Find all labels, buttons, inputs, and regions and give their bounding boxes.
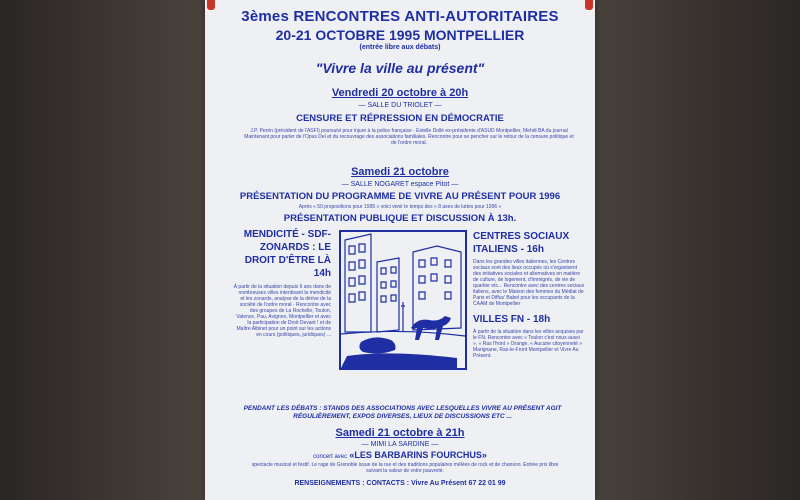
wall-left — [0, 0, 205, 500]
city-illustration — [339, 230, 467, 370]
contact-line: RENSEIGNEMENTS : CONTACTS : Vivre Au Présent 67 22 01 99 — [294, 480, 506, 487]
mendicite-text: À partir de la situation depuis 6 ans dans de nombreuses villes interdisant la mendicité et les zonards, analyse de la dérive de la société de l'ordre moral · Rencontre avec des groupes de La Rochelle, Toulon, Valence, Pau, Avignon, Montpellier et avec la participation de Droit Devant ! et de Maître Albinet pour un point sur les actions en cours (politiques, juridiques) ... — [233, 284, 331, 338]
mendicite-time: 14h — [313, 268, 331, 279]
public-presentation: PRÉSENTATION PUBLIQUE ET DISCUSSION À 13h. — [283, 213, 517, 224]
concert-date: Samedi 21 octobre à 21h — [335, 427, 465, 439]
poster-title: 3èmes RENCONTRES ANTI-AUTORITAIRES — [241, 8, 559, 25]
poster — [205, 0, 595, 500]
concert-prefix: concert avec — [313, 454, 348, 460]
saturday-venue: — SALLE NOGARET espace Pitot — — [341, 181, 459, 188]
slogan: "Vivre la ville au présent" — [315, 60, 485, 76]
program-subtitle: Après « 50 propositions pour 1995 » voici venir le temps des « 8 axes de luttes pour 1996 » — [298, 204, 502, 210]
concert-venue: — MIMI LA SARDINE — — [361, 441, 439, 448]
band-name: «LES BARBARINS FOURCHUS» — [349, 450, 487, 460]
friday-venue: — SALLE DU TRIOLET — — [358, 102, 442, 109]
concert-text: spectacle musical et festif. Le rage de Grenoble issue de la rue et des traditions populaires mêlées de rock et de chanson. Entrée prix libre suivant la valeur de votre pauvreté. — [251, 462, 559, 474]
street-drawing — [341, 232, 465, 368]
left-column — [233, 228, 331, 338]
villes-fn-heading: VILLES FN - 18h — [473, 314, 551, 325]
concert-line — [205, 450, 595, 460]
wall-right — [585, 0, 800, 500]
right-column — [473, 230, 585, 359]
saturday-venue-label: SALLE NOGARET espace Pitot — [350, 181, 450, 188]
during-debates: PENDANT LES DÉBATS : STANDS DES ASSOCIATIONS AVEC LESQUELLES VIVRE AU PRÉSENT AGIT RÉGULIÈREMENT, EXPOS DIVERSES, LIEUX DE DISCUSSIONS ETC ... — [243, 405, 562, 420]
program-title: PRÉSENTATION DU PROGRAMME DE VIVRE AU PRÉSENT POUR 1996 — [239, 191, 561, 202]
friday-text: J.P. Perrin (président de l'ASFI) poursuivi pour injure à la police française · Estelle Dollé ex-présidente d'ASUD Montpellier, Mehdi BA du journal Maintenant pour parler de l'Opus Dei et du recouvrage des associations familiales. Rencontre pour se pencher sur le retour de la censure politique et de l'ordre moral. — [244, 128, 574, 146]
concert-venue-label: MIMI LA SARDINE — [370, 441, 430, 448]
friday-title: CENSURE ET RÉPRESSION EN DÉMOCRATIE — [296, 113, 504, 124]
poster-dates: 20-21 OCTOBRE 1995 MONTPELLIER — [275, 27, 525, 43]
saturday-date: Samedi 21 octobre — [351, 166, 449, 178]
friday-date: Vendredi 20 octobre à 20h — [331, 87, 469, 99]
villes-fn-text: À partir de la situation dans les villes acquises par le FN. Rencontre avec « Toulon c'est nous aussi », « Ras l'front » Orange, « Aucune citoyenneté » Marignane, Ras-le-Front Montpellier et Vivre Au Présent. — [473, 329, 584, 359]
entry-note: (entrée libre aux débats) — [359, 44, 441, 51]
centres-sociaux-text: Dans les grandes villes italiennes, les Centres sociaux sont des lieux occupés où s'organisent des initiatives sociales et alternatives en matière de culture, de logement, d'immigrés, de vie de quartier etc... Rencontre avec des centres sociaux italiens, avec le Maison des femmes du Médiat de Paris et Diffus' Babel pour les occupants de la CAAM de Montpellier — [473, 259, 585, 307]
centres-sociaux-heading: CENTRES SOCIAUX ITALIENS - 16h — [473, 231, 570, 255]
friday-venue-label: SALLE DU TRIOLET — [367, 102, 433, 109]
mendicite-heading: MENDICITÉ - SDF-ZONARDS : LE DROIT D'ÊTRE LÀ — [243, 229, 331, 266]
